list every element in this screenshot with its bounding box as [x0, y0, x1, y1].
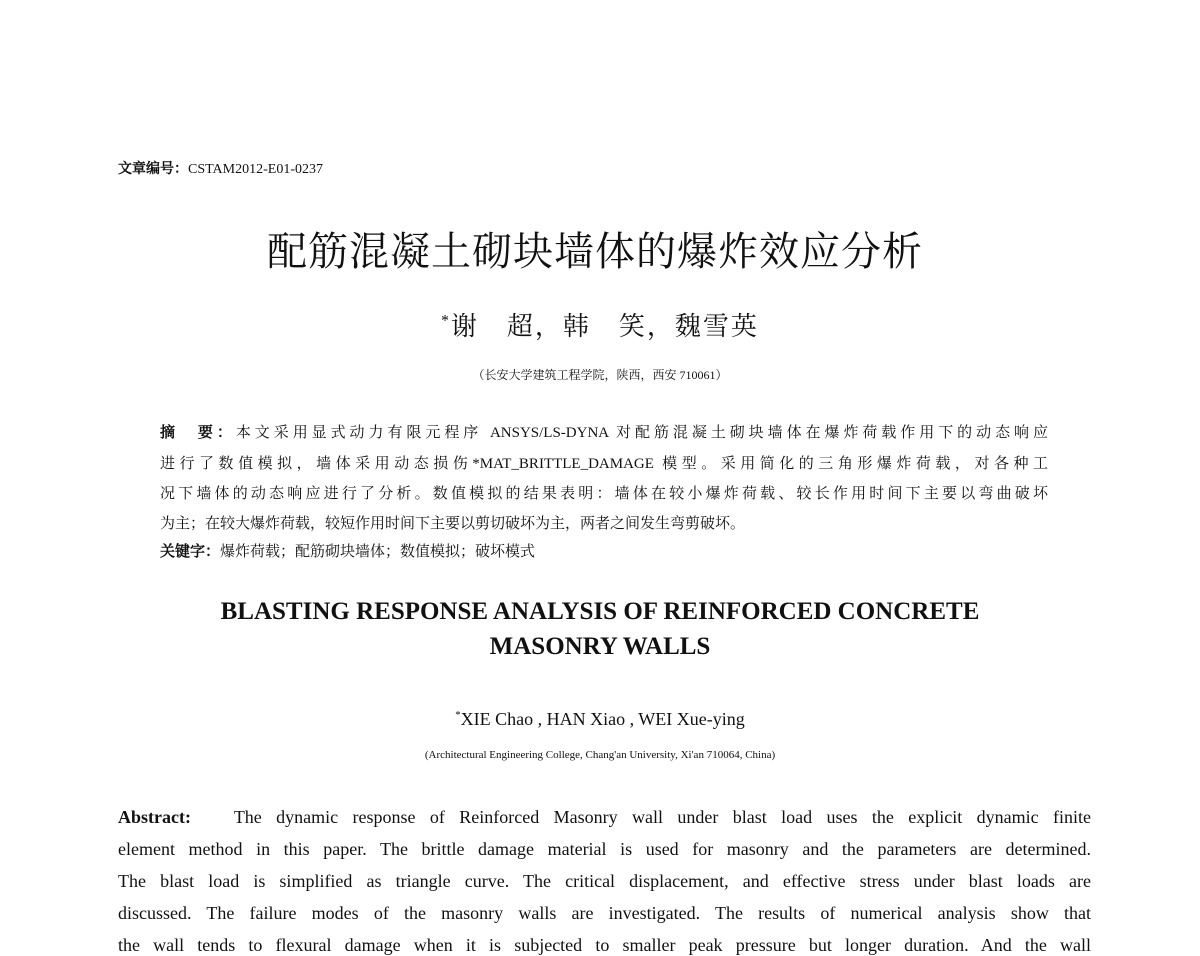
abstract-en-line: element method in this paper. The brittle damage material is used for masonry and the parameters are determined. — [118, 839, 1091, 859]
keywords-value: 爆炸荷载；配筋砌块墙体；数值模拟；破坏模式 — [220, 544, 536, 560]
keywords-cn — [160, 540, 535, 561]
abstract-cn-label: 摘 要： — [160, 425, 236, 441]
corresponding-mark-en: * — [455, 709, 461, 721]
article-number — [118, 158, 323, 178]
authors-en — [0, 709, 1200, 730]
authors-cn — [0, 306, 1200, 343]
abstract-cn-line: 为主；在较大爆炸荷载，较短作用时间下主要以剪切破坏为主，两者之间发生弯剪破坏。 — [160, 516, 746, 532]
title-en-line-1: BLASTING RESPONSE ANALYSIS OF REINFORCED CONCRETE — [220, 598, 980, 625]
abstract-cn-line: 况下墙体的动态响应进行了分析。数值模拟的结果表明：墙体在较小爆炸荷载、较长作用时间下主要以弯曲破坏 — [160, 486, 1048, 502]
abstract-cn-line — [160, 421, 1048, 442]
article-number-value: CSTAM2012-E01-0237 — [188, 162, 323, 177]
abstract-en-label: Abstract: — [118, 807, 191, 827]
abstract-en-text: The dynamic response of Reinforced Masonry wall under blast load uses the explicit dynamic finite — [233, 807, 1091, 827]
title-cn: 配筋混凝土砌块墙体的爆炸效应分析 — [267, 229, 923, 275]
abstract-cn-line: 进行了数值模拟，墙体采用动态损伤*MAT_BRITTLE_DAMAGE 模型。采用简化的三角形爆炸荷载，对各种工 — [160, 456, 1048, 472]
abstract-en-line — [118, 807, 1091, 828]
article-number-label: 文章编号： — [118, 162, 188, 177]
author-names-en: XIE Chao , HAN Xiao , WEI Xue-ying — [460, 709, 745, 729]
abstract-en-line: The blast load is simplified as triangle curve. The critical displacement, and effective stress under blast loads are — [118, 871, 1091, 891]
abstract-en-line: discussed. The failure modes of the masonry walls are investigated. The results of numerical analysis show that — [118, 903, 1091, 923]
abstract-en-line: the wall tends to flexural damage when it is subjected to smaller peak pressure but longer duration. And the wall — [118, 935, 1091, 955]
abstract-cn-text: 本文采用显式动力有限元程序 ANSYS/LS-DYNA 对配筋混凝土砌块墙体在爆炸荷载作用下的动态响应 — [235, 425, 1048, 441]
affiliation-cn: （长安大学建筑工程学院，陕西，西安 710061） — [472, 368, 728, 382]
author-names-cn: 谢 超，韩 笑，魏雪英 — [450, 312, 759, 341]
affiliation-en: (Architectural Engineering College, Chang'an University, Xi'an 710064, China) — [424, 749, 776, 761]
keywords-label: 关键字： — [160, 544, 221, 560]
corresponding-mark: * — [441, 312, 451, 330]
title-en-line-2: MASONRY WALLS — [489, 633, 711, 660]
